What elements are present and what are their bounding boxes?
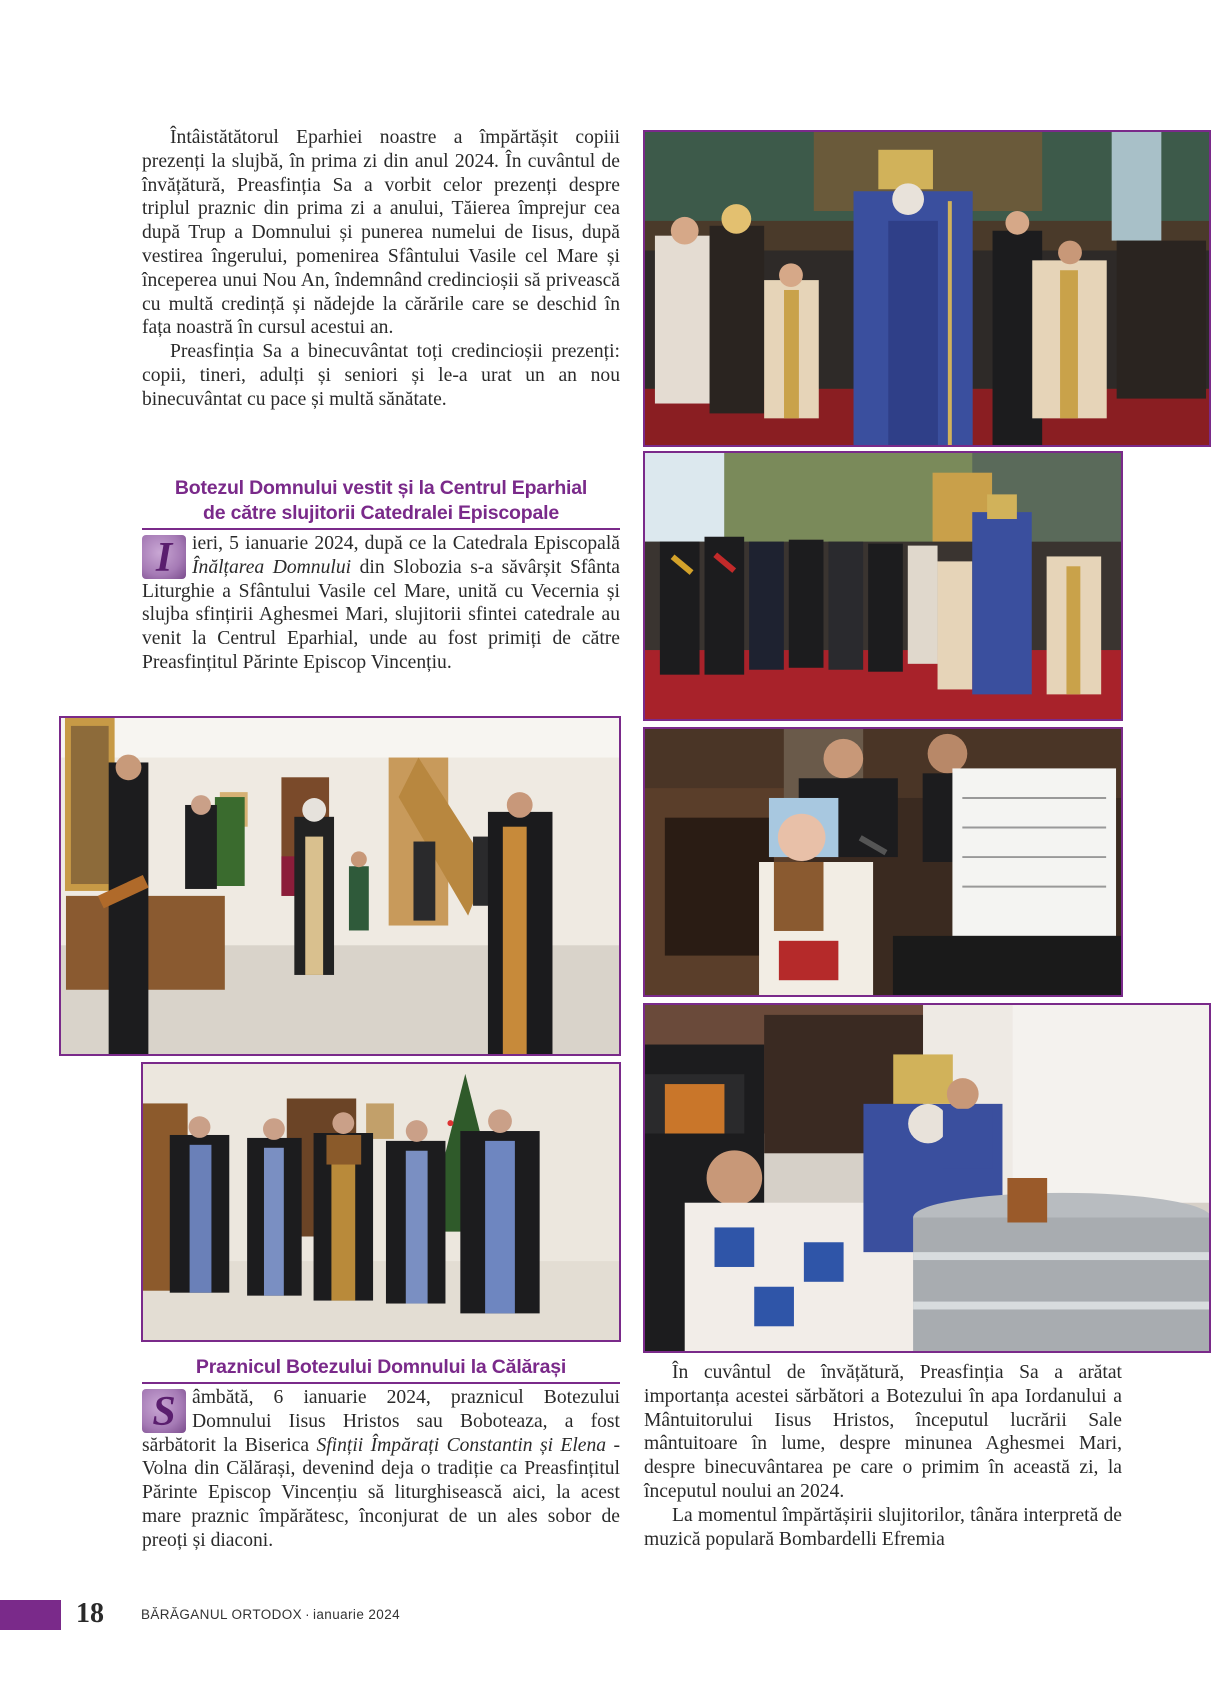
photo-priests-row (141, 1062, 621, 1342)
left-column-top (142, 126, 620, 412)
section-1-text-part-1: ieri, 5 ianuarie 2024, după ce la Catedrala Episcopală (192, 533, 620, 554)
photo-singer-girl (643, 727, 1123, 997)
section-2-dropcap: S (142, 1389, 186, 1433)
section-2-heading: Praznicul Botezului Domnului la Călărași (195, 1356, 567, 1378)
right-paragraph-1: În cuvântul de învățătură, Preasfinția Sa a arătat importanța acestei sărbători a Botezului în apa Iordanului a Mântuitorului Iisus Hristos, începutul lucrării Sale mântuitoare în lume, despre minunea Aghesmei Mari, despre binecuvântarea pe care o primim în această zi, la începutul noului an 2024. (644, 1362, 1122, 1502)
section-1-text (142, 532, 620, 675)
section-2-text-part-2: - Volna din Călărași, devenind deja o tradiție ca Preasfințitul Părinte Episcop Vincențiu să liturghisească aici, la acest mare praznic împărătesc, înconjurat de un ales sobor de preoți și diaconi. (142, 1434, 620, 1551)
section-1-text-part-2: din Slobozia s-a săvârșit Sfânta Liturghie a Sfântului Vasile cel Mare, unită cu Vecernia și slujba sfințirii Aghesmei Mari, slujitorii sfintei catedrale au venit la Centrul Eparhial, unde au fost primiți de către Preasfințitul Părinte Episcop Vincențiu. (142, 556, 621, 673)
section-2-text (142, 1386, 620, 1553)
section-2-text-italic: Sfinții Împărați Constantin și Elena (316, 1434, 607, 1456)
section-1-heading-line-1: Botezul Domnului vestit și la Centrul Eparhial (174, 477, 588, 499)
page-number: 18 (76, 1598, 104, 1629)
photo-cathedral-officials (643, 451, 1123, 721)
footer-separator: · (305, 1607, 310, 1622)
footer-accent-bar (0, 1600, 61, 1630)
section-1-dropcap: I (142, 535, 186, 579)
intro-paragraph-1: Întâistătătorul Eparhiei noastre a împărtășit copiii prezenți la slujbă, în prima zi din anul 2024. În cuvântul de învățătură, Preasfinția Sa a vorbit celor prezenți despre triplul praznic din prima zi a anului, Tăierea împrejur cea după Trup a Domnului și punerea numelui de Iisus, după vestirea îngerului, pomenirea Sfântului Vasile cel Mare și începerea unui Nou An, îndemnând credincioșii să privească cu multă credință și nădejde la cărările care se deschid în fața noastră în cursul acestui an. (142, 127, 620, 339)
photo-eparchial-center (59, 716, 621, 1056)
section-2-text-part-1: âmbătă, 6 ianuarie 2024, praznicul Botezului Domnului Iisus Hristos sau Boboteaza, a fost sărbătorit la Biserica (142, 1387, 620, 1456)
section-1-rule (142, 528, 620, 530)
section-1 (142, 476, 620, 675)
right-paragraph-2: La momentul împărtășirii slujitorilor, tânăra interpretă de muzică populară Bombardelli Efremia (644, 1504, 1122, 1550)
section-1-heading-line-2: de către slujitorii Catedralei Episcopale (203, 502, 559, 524)
section-1-text-italic: Înălțarea Domnului (192, 556, 352, 578)
intro-paragraph-2: Preasfinția Sa a binecuvântat toți credincioșii prezenți: copii, tineri, adulți și seniori și le-a urat un an nou binecuvântat cu pace și multă sănătate. (142, 341, 620, 410)
footer-magazine (141, 1607, 400, 1622)
photo-cathedral-bishop (643, 130, 1211, 447)
section-2 (142, 1355, 620, 1553)
section-2-rule (142, 1382, 620, 1384)
photo-water-blessing (643, 1003, 1211, 1353)
magazine-name: BĂRĂGANUL ORTODOX (141, 1607, 303, 1622)
magazine-issue: ianuarie 2024 (313, 1607, 401, 1622)
right-column-bottom (644, 1361, 1122, 1551)
